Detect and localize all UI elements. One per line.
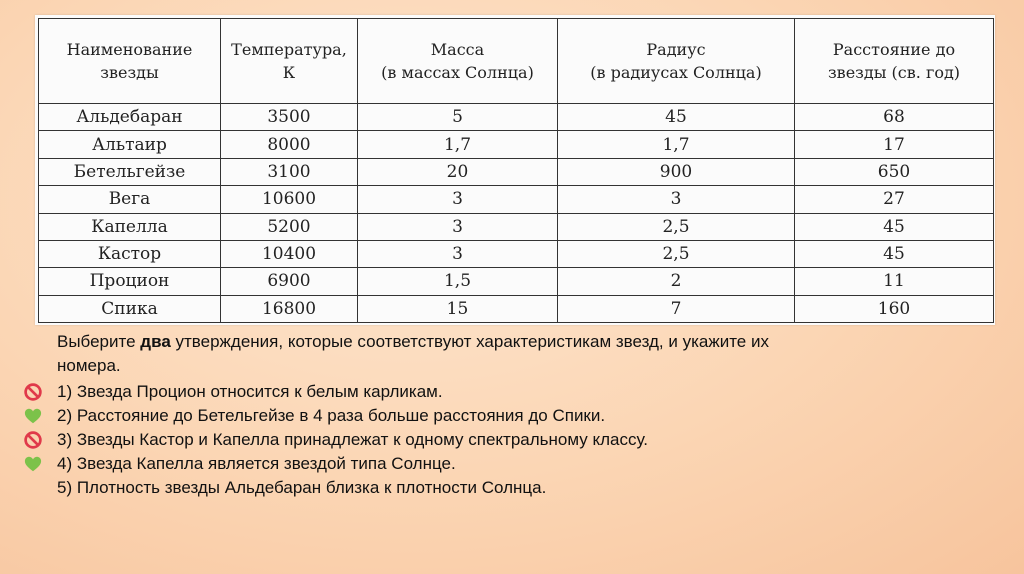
table-cell: 900 [558, 158, 795, 185]
table-cell: 2,5 [558, 213, 795, 240]
statement-3 [57, 428, 957, 452]
statement-text: 1) Звезда Процион относится к белым карликам. [57, 382, 443, 401]
header-star-name: Наименование звезды [39, 19, 221, 104]
table-header-row [39, 19, 994, 104]
table-cell: 1,5 [358, 268, 558, 295]
stars-table-image [35, 15, 995, 325]
header-distance: Расстояние до звезды (св. год) [795, 19, 994, 104]
table-cell: 8000 [221, 131, 358, 158]
table-row [39, 240, 994, 267]
table-row [39, 104, 994, 131]
table-cell: 20 [358, 158, 558, 185]
table-row [39, 268, 994, 295]
table-row [39, 158, 994, 185]
statement-text: 2) Расстояние до Бетельгейзе в 4 раза больше расстояния до Спики. [57, 406, 606, 425]
green-heart-icon [24, 407, 42, 425]
statement-text: 5) Плотность звезды Альдебаран близка к плотности Солнца. [57, 478, 547, 497]
table-row [39, 131, 994, 158]
table-cell: Альтаир [39, 131, 221, 158]
table-cell: 15 [358, 295, 558, 322]
header-radius: Радиус (в радиусах Солнца) [558, 19, 795, 104]
table-cell: 10400 [221, 240, 358, 267]
table-cell: 10600 [221, 186, 358, 213]
statement-4 [57, 452, 957, 476]
table-cell: 5200 [221, 213, 358, 240]
table-cell: 68 [795, 104, 994, 131]
table-cell: 2 [558, 268, 795, 295]
table-cell: 5 [358, 104, 558, 131]
table-cell: Капелла [39, 213, 221, 240]
table-cell: 3 [358, 213, 558, 240]
table-cell: 650 [795, 158, 994, 185]
table-cell: Вега [39, 186, 221, 213]
table-cell: 3 [358, 186, 558, 213]
table-cell: 3100 [221, 158, 358, 185]
table-cell: 45 [795, 240, 994, 267]
table-cell: 45 [558, 104, 795, 131]
table-row [39, 213, 994, 240]
question-text: Выберите два утверждения, которые соответствуют характеристикам звезд, и укажите их номера. [57, 332, 769, 375]
table-cell: 3500 [221, 104, 358, 131]
table-cell: 7 [558, 295, 795, 322]
table-cell: Кастор [39, 240, 221, 267]
table-cell: 11 [795, 268, 994, 295]
table-cell: 3 [358, 240, 558, 267]
table-cell: 3 [558, 186, 795, 213]
header-temperature: Температура, К [221, 19, 358, 104]
statement-text: 3) Звезды Кастор и Капелла принадлежат к одному спектральному классу. [57, 430, 648, 449]
statement-text: 4) Звезда Капелла является звездой типа Солнце. [57, 454, 456, 473]
stars-table [38, 18, 994, 323]
table-row [39, 186, 994, 213]
prohibited-icon [24, 383, 42, 401]
statement-5 [57, 476, 957, 500]
table-cell: Бетельгейзе [39, 158, 221, 185]
statements-list [57, 380, 957, 500]
statement-1 [57, 380, 957, 404]
green-heart-icon [24, 455, 42, 473]
table-cell: 160 [795, 295, 994, 322]
table-cell: Альдебаран [39, 104, 221, 131]
table-cell: Процион [39, 268, 221, 295]
statement-2 [57, 404, 957, 428]
table-cell: 1,7 [358, 131, 558, 158]
table-cell: 45 [795, 213, 994, 240]
table-cell: 27 [795, 186, 994, 213]
table-cell: Спика [39, 295, 221, 322]
question-bold-word: два [140, 332, 171, 351]
table-cell: 16800 [221, 295, 358, 322]
table-cell: 6900 [221, 268, 358, 295]
prohibited-icon [24, 431, 42, 449]
table-cell: 1,7 [558, 131, 795, 158]
header-mass: Масса (в массах Солнца) [358, 19, 558, 104]
table-row [39, 295, 994, 322]
table-cell: 17 [795, 131, 994, 158]
table-cell: 2,5 [558, 240, 795, 267]
